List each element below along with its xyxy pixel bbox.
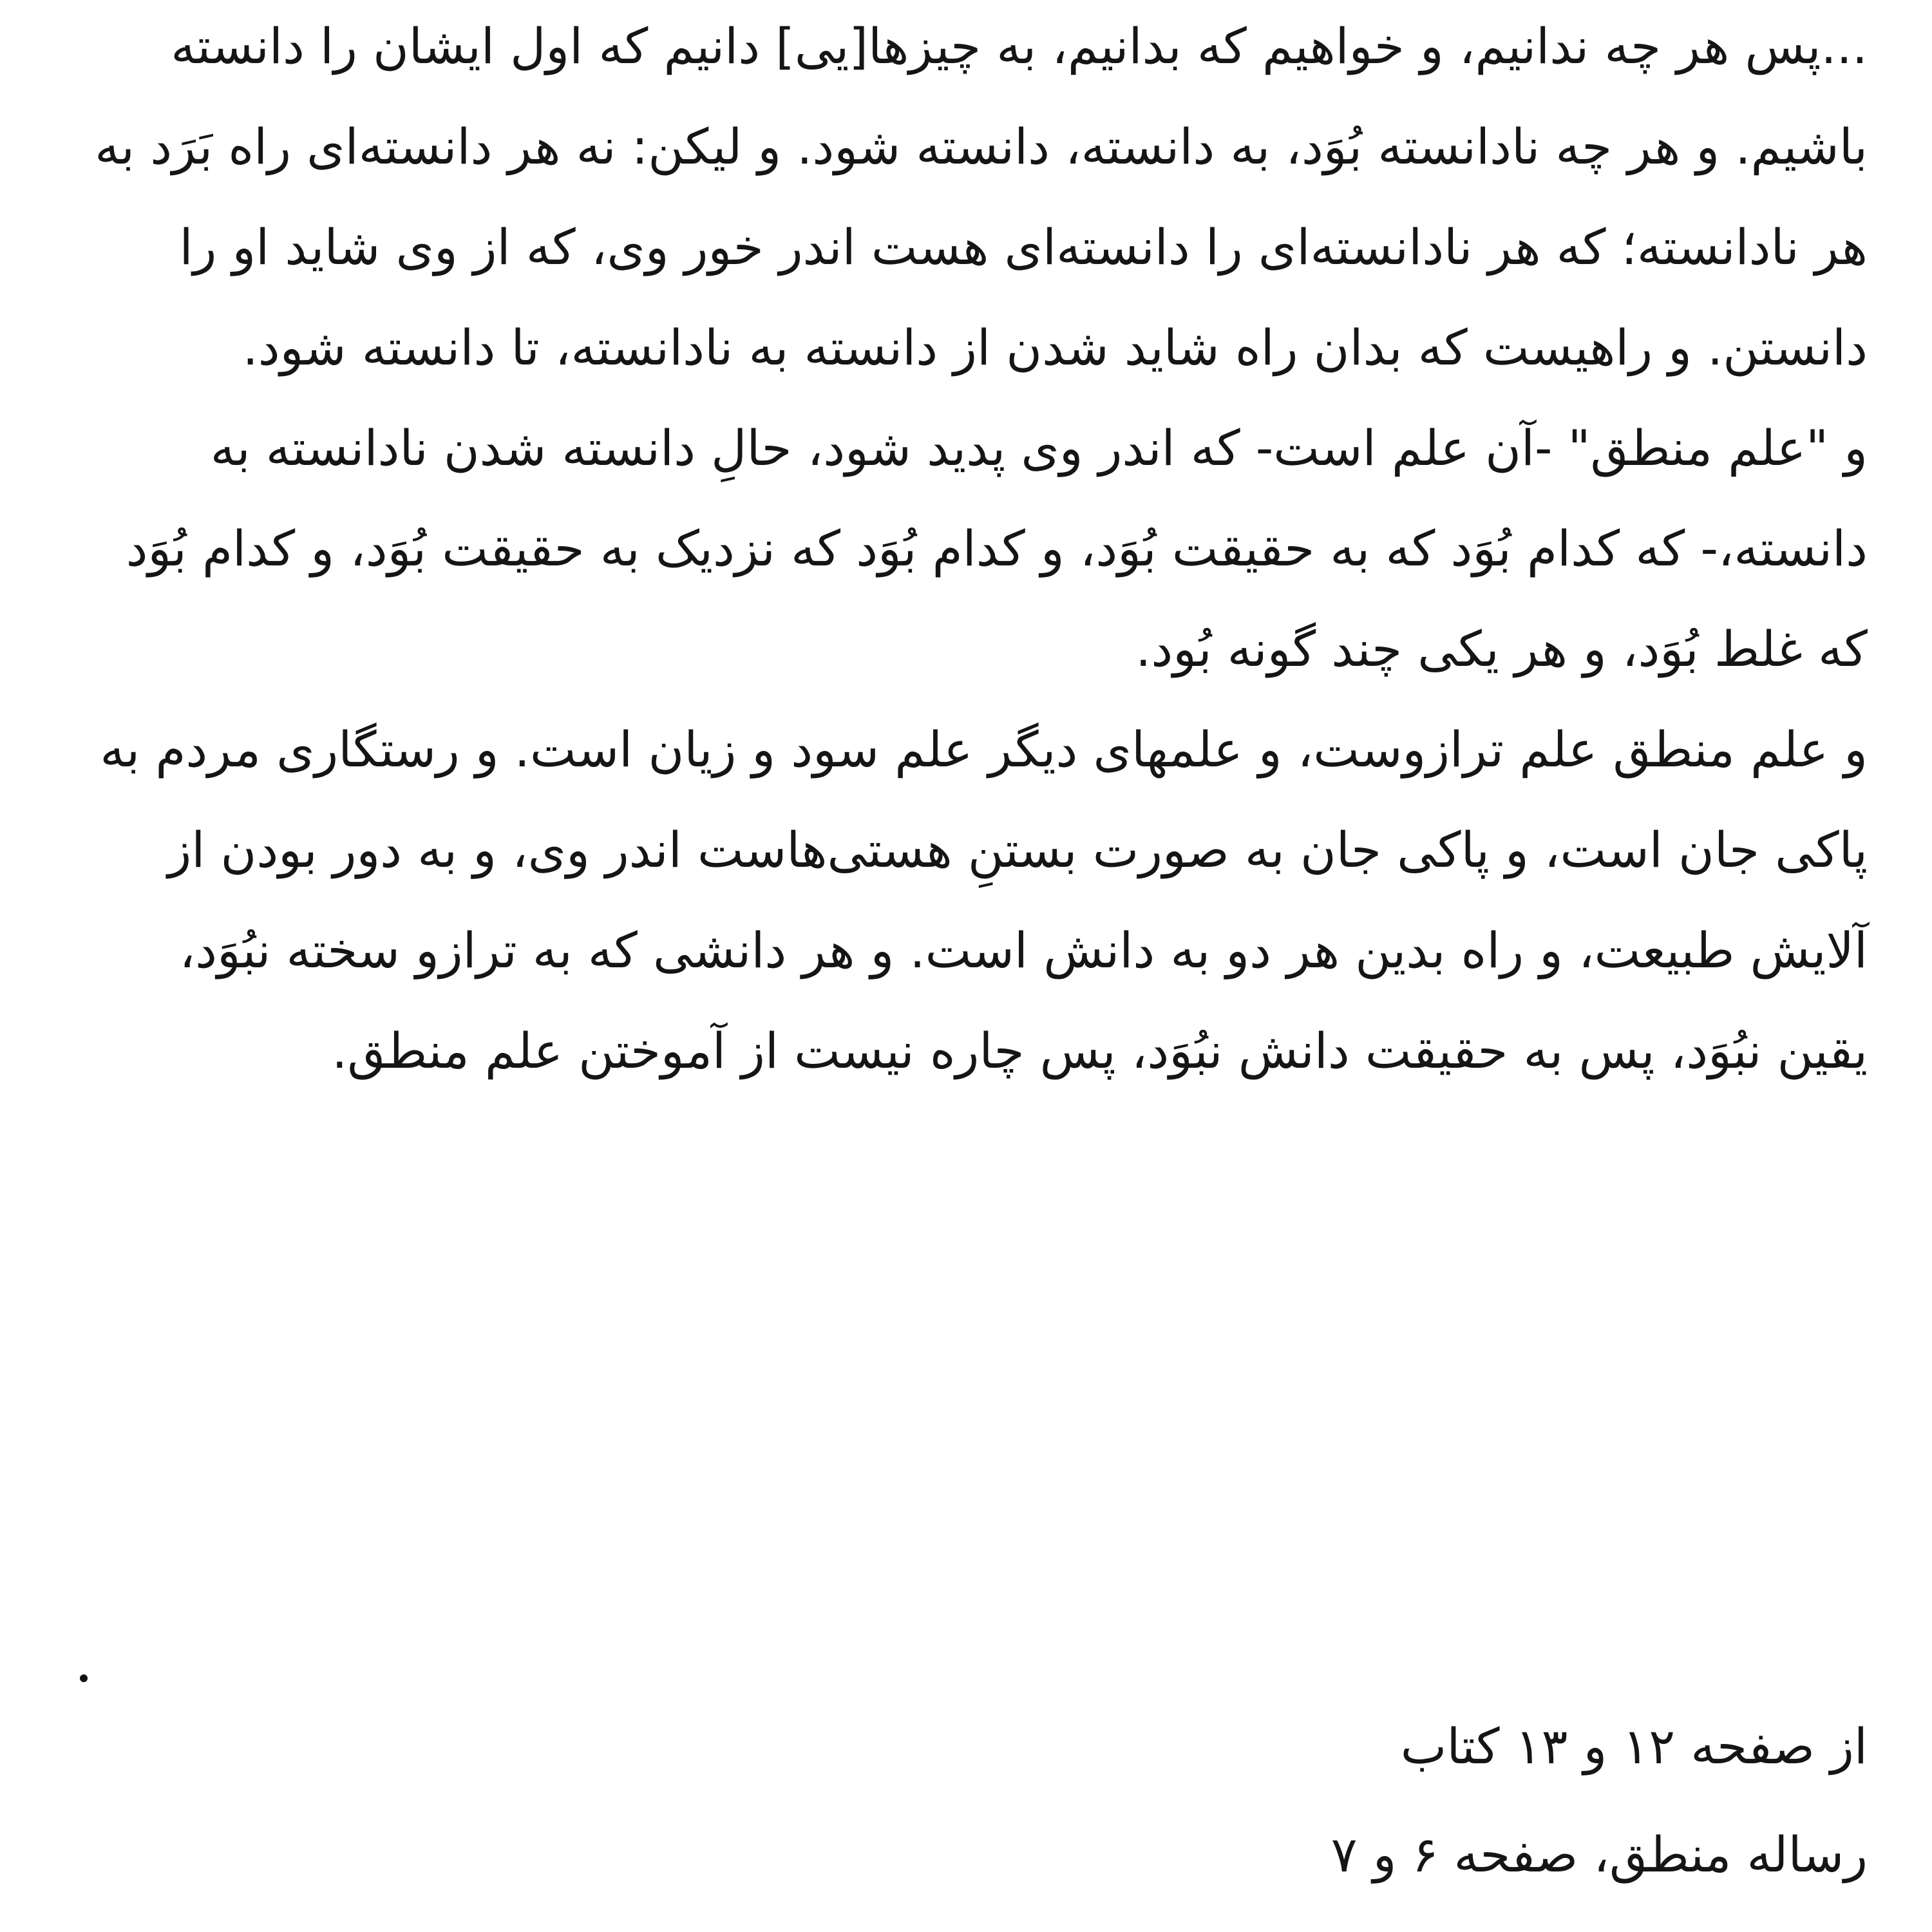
- paragraph-unknown-and-known: ...پس هر چه ندانیم، و خواهیم که بدانیم، به چیزها[یی] دانیم که اول ایشان را دانسته باشیم. و هر چه نادانسته بُوَد، به دانسته، دانسته شود. و لیکن: نه هر دانسته‌ای راه بَرَد به هر نادانسته؛ که هر نادانسته‌ای را دانسته‌ای هست اندر خور وی، که از وی شاید او را دانستن. و راهیست که بدان راه شاید شدن از دانسته به نادانسته، تا دانسته شود.: [95, 17, 1868, 376]
- paragraph-logic-as-scale: و علم منطق علم ترازوست، و علمهای دیگر علم سود و زیان است. و رستگاری مردم به پاکی جان است، و پاکی جان به صورت بستنِ هستی‌هاست اندر وی، و به دور بودن از آلایش طبیعت، و راه بدین هر دو به دانش است. و هر دانشی که به ترازو سخته نبُوَد، یقین نبُوَد، پس به حقیقت دانش نبُوَد، پس چاره نیست از آموختن علم منطق.: [100, 721, 1868, 1079]
- citation-book-pages: از صفحه ۱۲ و ۱۳ کتاب: [1400, 1718, 1868, 1775]
- source-citation: [84, 1692, 1868, 1909]
- citation-treatise-pages: رساله منطق، صفحه ۶ و ۷: [1331, 1826, 1868, 1883]
- logic-treatise-excerpt: [84, 0, 1868, 1101]
- paragraph-definition-of-logic: و "علم منطق" -آن علم است- که اندر وی پدید شود، حالِ دانسته شدن نادانسته به دانسته،- که کدام بُوَد که به حقیقت بُوَد، و کدام بُوَد که نزدیک به حقیقت بُوَد، و کدام بُوَد که غلط بُوَد، و هر یکی چند گونه بُود.: [126, 419, 1868, 677]
- small-dot-mark: [80, 1674, 88, 1682]
